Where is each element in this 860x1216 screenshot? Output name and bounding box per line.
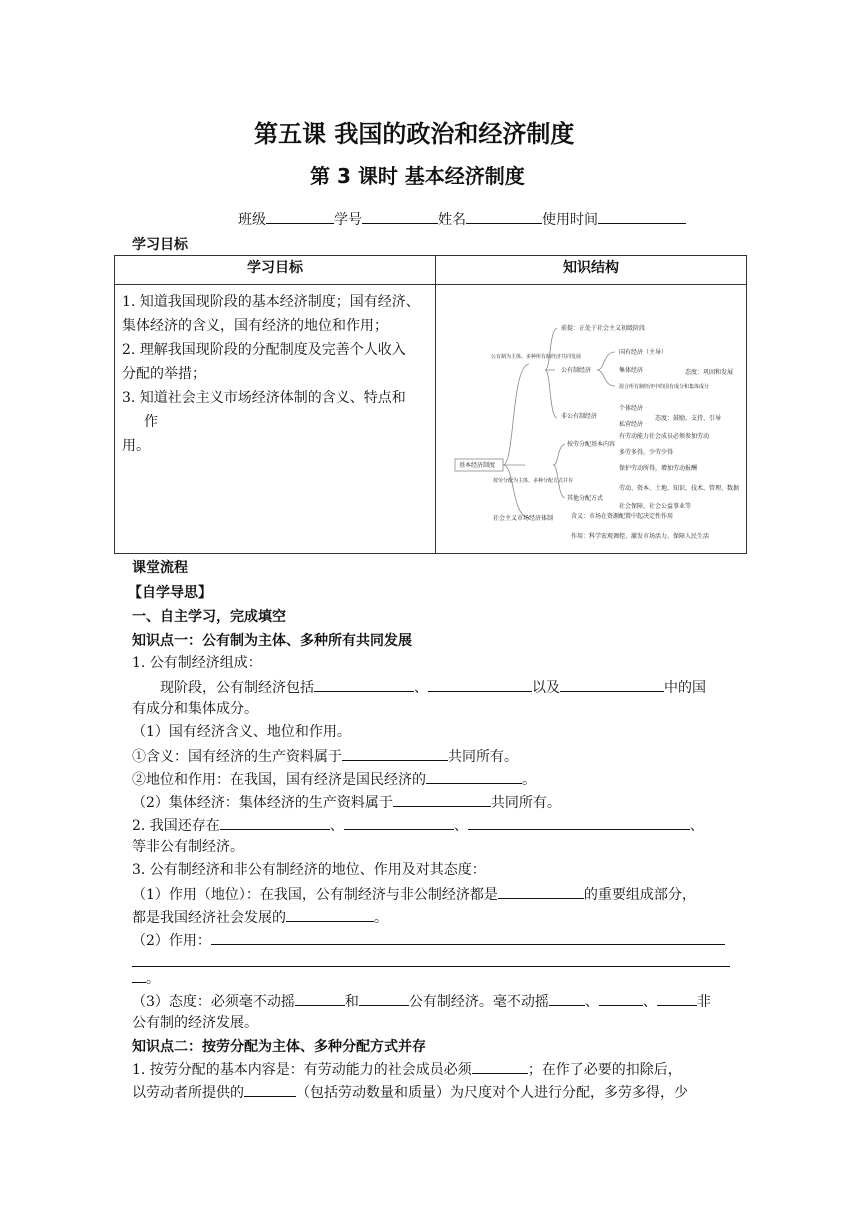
- mindmap-branch2: 按劳分配为主体、多种分配方式并存: [493, 478, 574, 484]
- mindmap-edge: [545, 370, 557, 418]
- goal-cell: [115, 285, 436, 554]
- class-label: 班级: [238, 212, 266, 228]
- mindmap-node: 含义：市场在资源配置中起决定性作用: [571, 513, 674, 520]
- mindmap-node: 态度：鼓励、支持、引导: [655, 415, 722, 422]
- q2-sep: 、: [453, 818, 468, 834]
- fill-blank[interactable]: [599, 990, 643, 1006]
- q1-1b-end: 。: [522, 772, 536, 788]
- q3-3-text: 和: [344, 994, 359, 1010]
- q1-1a: [132, 745, 518, 767]
- fill-blank[interactable]: [560, 676, 664, 692]
- goal-line: 作: [144, 414, 158, 430]
- q2-text: 2. 我国还存在: [132, 818, 220, 834]
- q2-sep: 、: [689, 818, 704, 834]
- goal-line: 用。: [122, 438, 150, 454]
- q3-1: [132, 883, 696, 905]
- q4-text: 1. 按劳分配的基本内容是：有劳动能力的社会成员必须: [132, 1062, 472, 1078]
- page-title: 第五课 我国的政治和经济制度: [254, 120, 575, 148]
- goals-heading: 学习目标: [132, 237, 188, 253]
- q4: [132, 1058, 682, 1080]
- structure-col-header: 知识结构: [436, 256, 747, 285]
- q4-text: （包括劳动数量和质量）为尺度对个人进行分配，多劳多得，少: [296, 1085, 688, 1101]
- self-study-heading: 【自学导思】: [128, 585, 212, 601]
- q1-2-text: （2）集体经济：集体经济的生产资料属于: [132, 795, 393, 811]
- goal-line: 分配的举措；: [122, 366, 206, 382]
- mindmap-node: 态度：巩固和发展: [685, 369, 734, 376]
- q3-1-text: 的重要组成部分，: [583, 887, 696, 903]
- q1-1b: [132, 768, 536, 790]
- q1-1a-end: 共同所有。: [448, 749, 518, 765]
- q1-1: （1）国有经济含义、地位和作用。: [132, 724, 351, 740]
- mindmap-branch3: 社会主义市场经济体制: [493, 515, 554, 522]
- mindmap-edge: [597, 352, 615, 370]
- mindmap-edge: [597, 370, 615, 386]
- number-blank[interactable]: [362, 208, 438, 224]
- mindmap-node: 公有制经济: [561, 367, 592, 374]
- section1-heading: 一、自主学习，完成填空: [132, 609, 286, 625]
- q3-3-cont: 公有制的经济发展。: [132, 1015, 258, 1031]
- q1-sep: 以及: [532, 680, 560, 696]
- name-label: 姓名: [438, 212, 466, 228]
- fill-blank[interactable]: [468, 814, 690, 830]
- fill-blank[interactable]: [295, 990, 345, 1006]
- q1-text: 现阶段，公有制经济包括: [160, 680, 314, 696]
- mindmap-node: 社会保障、社会公益事业等: [619, 503, 692, 510]
- mindmap-node: 混合所有制经济中的国有成分和集体成分: [619, 384, 710, 390]
- kp2-heading: 知识点二：按劳分配为主体、多种分配方式并存: [132, 1039, 426, 1055]
- fill-blank[interactable]: [132, 967, 146, 983]
- mindmap-node: 作用：科学宏观调控、激发市场活力、保障人民生活: [571, 533, 710, 540]
- q3-1-text: （1）作用（地位）：在我国，公有制经济与非公制经济都是: [132, 887, 498, 903]
- fill-blank[interactable]: [549, 990, 585, 1006]
- fill-blank[interactable]: [472, 1058, 528, 1074]
- name-blank[interactable]: [466, 208, 542, 224]
- q3-3-text: 非: [696, 994, 711, 1010]
- time-blank[interactable]: [598, 208, 686, 224]
- fill-blank[interactable]: [359, 990, 409, 1006]
- number-label: 学号: [334, 212, 362, 228]
- fill-blank[interactable]: [286, 906, 374, 922]
- mindmap-node: 集体经济: [619, 367, 644, 374]
- fill-blank[interactable]: [657, 990, 697, 1006]
- q2: [132, 814, 704, 836]
- mindmap-node: 多劳多得，少劳少得: [619, 449, 674, 456]
- fill-blank[interactable]: [342, 745, 448, 761]
- q1-text: 中的国: [664, 680, 706, 696]
- mindmap-node: 国有经济（主导）: [619, 349, 668, 356]
- fill-blank[interactable]: [393, 791, 491, 807]
- time-label: 使用时间: [542, 212, 598, 228]
- q1: 1. 公有制经济组成：: [132, 655, 262, 671]
- goal-table: [114, 255, 747, 554]
- mindmap-node: 个体经济: [619, 405, 644, 412]
- q1-sep: 、: [414, 680, 428, 696]
- q1-2-end: 共同所有。: [490, 795, 561, 811]
- q3-2-end: 。: [146, 971, 160, 987]
- q1-1b-text: ②地位和作用：在我国，国有经济是国民经济的: [132, 772, 426, 788]
- info-line: [238, 208, 686, 230]
- fill-blank[interactable]: [211, 929, 725, 945]
- q4-text: 以劳动者所提供的: [132, 1085, 244, 1101]
- q1-cont: 有成分和集体成分。: [132, 701, 258, 717]
- mindmap-node: 非公有制经济: [561, 413, 598, 420]
- mindmap-node: 保护劳动所得，增加劳动报酬: [619, 465, 698, 472]
- q1-line: [160, 676, 706, 698]
- q3-1-text: 都是我国经济社会发展的: [132, 910, 286, 926]
- fill-blank[interactable]: [244, 1081, 296, 1097]
- flow-heading: 课堂流程: [132, 560, 188, 576]
- q3: 3. 公有制经济和非公有制经济的地位、作用及对其态度：: [132, 862, 486, 878]
- q4-cont: [132, 1081, 688, 1103]
- fill-blank[interactable]: [426, 768, 522, 784]
- mindmap-node: 私营经济: [619, 421, 644, 428]
- q4-text: ；在作了必要的扣除后，: [527, 1062, 682, 1078]
- goal-line: 1. 知道我国现阶段的基本经济制度；国有经济、: [122, 294, 420, 310]
- mindmap-node: 劳动、资本、土地、知识、技术、管理、数据: [619, 485, 740, 492]
- mindmap-node: 前提：正处于社会主义初级阶段: [561, 325, 646, 332]
- q3-2-text: （2）作用：: [132, 933, 211, 949]
- q2-cont: 等非公有制经济。: [132, 839, 244, 855]
- mindmap: [437, 286, 745, 548]
- goal-line: 3. 知道社会主义市场经济体制的含义、特点和: [122, 390, 406, 406]
- kp1-heading: 知识点一：公有制为主体、多种所有共同发展: [132, 633, 412, 649]
- goal-line: 2. 理解我国现阶段的分配制度及完善个人收入: [122, 342, 406, 358]
- mindmap-root: 基本经济制度: [459, 462, 496, 469]
- q3-3-text: 公有制经济。毫不动摇: [408, 994, 549, 1010]
- q3-2-cont: [132, 967, 160, 989]
- q1-2: [132, 791, 561, 813]
- fill-blank[interactable]: [428, 676, 532, 692]
- q3-1-cont: [132, 906, 388, 928]
- q3-3-sep: 、: [584, 994, 599, 1010]
- goal-col-header: 学习目标: [115, 256, 436, 285]
- q3-3-sep: 、: [642, 994, 657, 1010]
- q1-1a-text: ①含义：国有经济的生产资料属于: [132, 749, 342, 765]
- goal-line: 集体经济的含义，国有经济的地位和作用；: [122, 318, 388, 334]
- fill-blank[interactable]: [344, 814, 454, 830]
- mindmap-edge: [503, 364, 529, 465]
- mindmap-edge: [553, 444, 565, 465]
- mindmap-branch1: 公有制为主体、多种所有制经济共同发展: [491, 354, 582, 360]
- page-subtitle: 第 3 课时 基本经济制度: [310, 164, 525, 188]
- fill-blank-line[interactable]: [132, 966, 730, 967]
- q3-3-text: （3）态度：必须毫不动摇: [132, 994, 295, 1010]
- mindmap-node: 其他分配方式: [567, 495, 604, 502]
- mindmap-cell: [436, 285, 747, 554]
- q3-1-end: 。: [374, 910, 388, 926]
- mindmap-edge: [545, 328, 557, 370]
- q3-3: [132, 990, 711, 1012]
- q3-2: [132, 929, 725, 951]
- mindmap-node: 按劳分配基本内容: [567, 441, 616, 448]
- mindmap-node: 有劳动能力社会成员必须参加劳动: [619, 433, 710, 440]
- mindmap-edge: [503, 465, 529, 518]
- fill-blank[interactable]: [220, 814, 330, 830]
- fill-blank[interactable]: [314, 676, 414, 692]
- class-blank[interactable]: [266, 208, 334, 224]
- fill-blank[interactable]: [498, 883, 584, 899]
- q2-sep: 、: [329, 818, 344, 834]
